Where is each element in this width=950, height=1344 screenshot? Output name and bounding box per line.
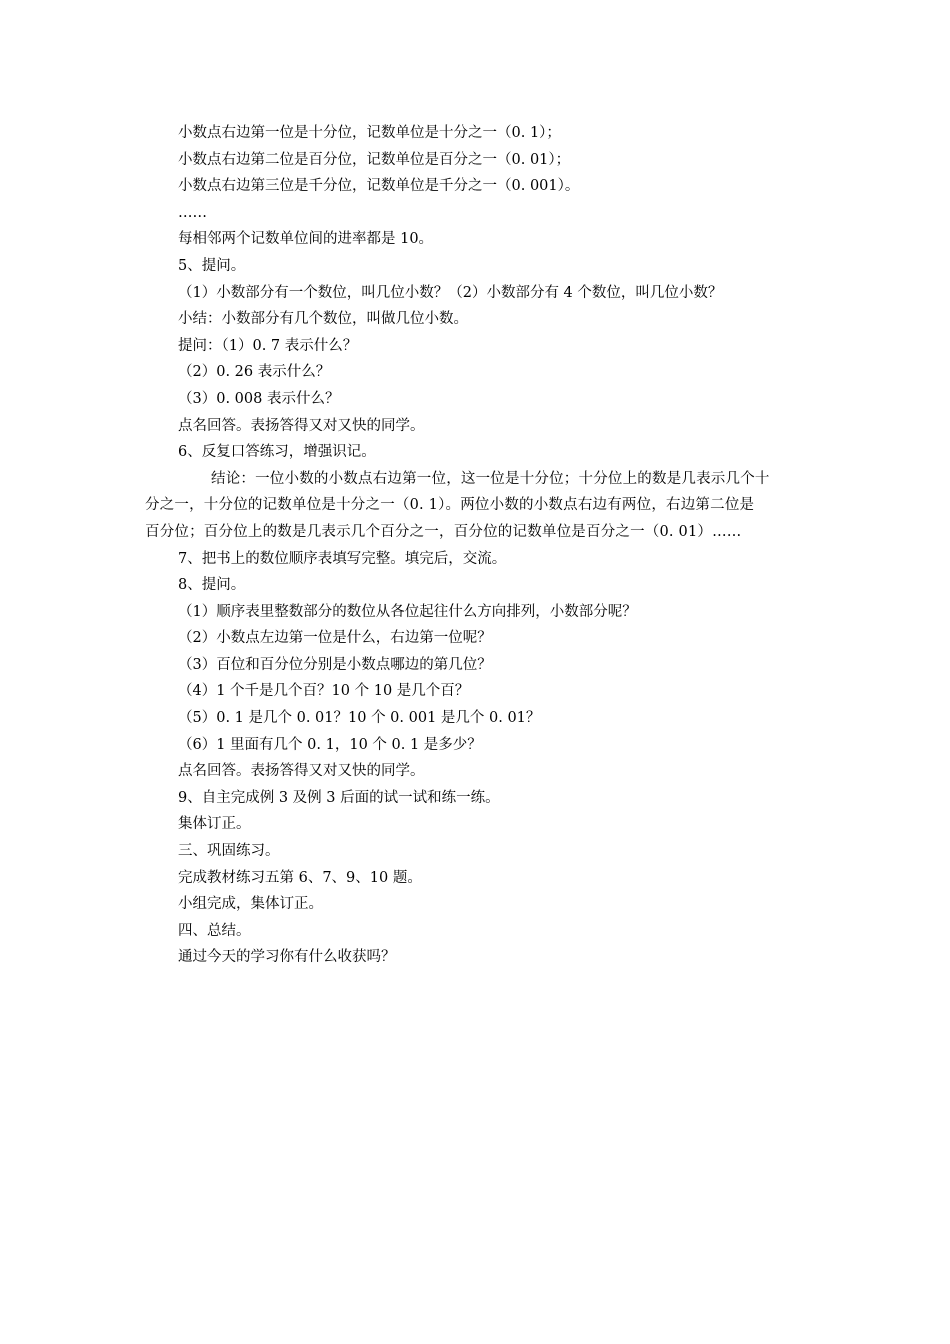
question-line: 提问：（1）0. 7 表示什么？ [178, 337, 358, 354]
text-line: 小数点右边第二位是百分位，记数单位是百分之一（0. 01）； [178, 151, 571, 168]
text-line: 点名回答。表扬答得又对又快的同学。 [178, 763, 425, 780]
section-heading: 8、提问。 [178, 577, 246, 594]
text-line: 小数点右边第三位是千分位，记数单位是千分之一（0. 001）。 [178, 178, 580, 195]
conclusion-line: 百分位；百分位上的数是几表示几个百分之一，百分位的记数单位是百分之一（0. 01）…… [145, 523, 742, 540]
document-body [145, 120, 810, 971]
text-line: 小数点右边第一位是十分位，记数单位是十分之一（0. 1）； [178, 125, 561, 141]
section-heading: 6、反复口答练习，增强识记。 [178, 444, 376, 461]
text-line: 小组完成，集体订正。 [178, 896, 323, 913]
section-heading: 三、巩固练习。 [178, 843, 280, 860]
section-heading: 9、自主完成例 3 及例 3 后面的试一试和练一练。 [178, 789, 500, 806]
ellipsis-line: …… [178, 204, 207, 221]
question-line: （4）1 个千是几个百？10 个 10 是几个百？ [178, 683, 470, 700]
question-line: （1）小数部分有一个数位，叫几位小数？（2）小数部分有 4 个数位，叫几位小数？ [178, 284, 723, 301]
text-line: 点名回答。表扬答得又对又快的同学。 [178, 417, 425, 434]
text-line: 每相邻两个记数单位间的进率都是 10。 [178, 231, 434, 248]
question-line: （2）0. 26 表示什么？ [178, 364, 331, 381]
question-line: （6）1 里面有几个 0. 1，10 个 0. 1 是多少？ [178, 736, 482, 753]
conclusion-line: 分之一，十分位的记数单位是十分之一（0. 1）。两位小数的小数点右边有两位，右边第二位是 [145, 497, 755, 514]
section-heading: 5、提问。 [178, 257, 246, 274]
conclusion-line: 结论：一位小数的小数点右边第一位，这一位是十分位；十分位上的数是几表示几个十 [211, 470, 770, 487]
question-line: （1）顺序表里整数部分的数位从各位起往什么方向排列，小数部分呢？ [178, 603, 637, 620]
section-heading: 四、总结。 [178, 922, 251, 939]
conclusion-paragraph [145, 466, 810, 546]
section-heading: 7、把书上的数位顺序表填写完整。填完后，交流。 [178, 550, 507, 567]
question-line: （5）0. 1 是几个 0. 01？10 个 0. 001 是几个 0. 01？ [178, 710, 541, 727]
summary-line: 小结：小数部分有几个数位，叫做几位小数。 [178, 311, 468, 328]
question-line: （3）百位和百分位分别是小数点哪边的第几位？ [178, 656, 492, 673]
text-line: 通过今天的学习你有什么收获吗？ [178, 949, 396, 966]
text-line: 集体订正。 [178, 816, 251, 833]
question-line: （3）0. 008 表示什么？ [178, 390, 340, 407]
question-line: （2）小数点左边第一位是什么，右边第一位呢？ [178, 630, 492, 647]
text-line: 完成教材练习五第 6、7、9、10 题。 [178, 869, 422, 886]
